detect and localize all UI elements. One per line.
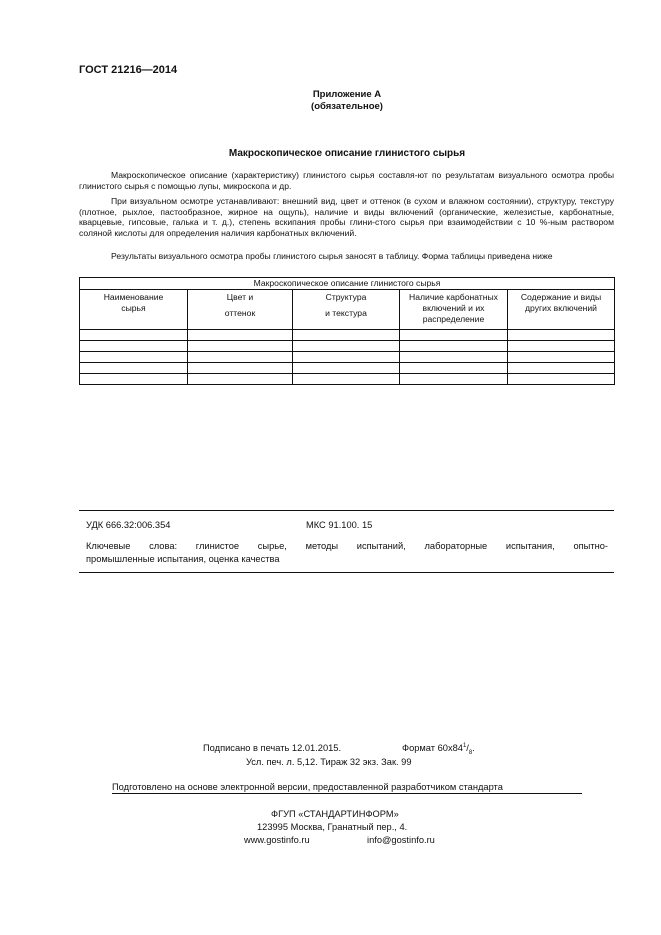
column-header-structure: Структура и текстура bbox=[293, 290, 400, 330]
table-caption: Макроскопическое описание глинистого сырья bbox=[80, 278, 615, 290]
table-cell bbox=[188, 341, 293, 352]
table-cell bbox=[188, 363, 293, 374]
table-row bbox=[80, 330, 615, 341]
table-cell bbox=[508, 374, 615, 385]
appendix-title: Приложение А bbox=[312, 89, 382, 100]
table-cell bbox=[400, 363, 508, 374]
signed-to-print: Подписано в печать 12.01.2015. bbox=[203, 743, 342, 753]
paragraph-3-text: Результаты визуального осмотра пробы глинистого сырья заносят в таблицу. Форма таблицы приведена ниже bbox=[111, 251, 553, 261]
table-cell bbox=[400, 374, 508, 385]
column-header-other-inclusions: Содержание и виды других включений bbox=[508, 290, 615, 330]
print-details: Усл. печ. л. 5,12. Тираж 32 экз. Зак. 99 bbox=[246, 757, 412, 767]
table-cell bbox=[80, 374, 188, 385]
appendix-heading bbox=[0, 89, 661, 113]
table-cell bbox=[293, 341, 400, 352]
prepared-note: Подготовлено на основе электронной версии, предоставленной разработчиком стандарта bbox=[112, 782, 503, 792]
table-cell bbox=[508, 363, 615, 374]
imprint-rule bbox=[112, 793, 582, 794]
column-header-carbonates: Наличие карбонатных включений и их распределение bbox=[400, 290, 508, 330]
classification-top-rule bbox=[79, 510, 614, 511]
udk-code: УДК 666.32:006.354 bbox=[86, 520, 171, 530]
section-title: Макроскопическое описание глинистого сырья bbox=[228, 148, 466, 159]
column-header-name: Наименование сырья bbox=[80, 290, 188, 330]
paragraph-2 bbox=[79, 196, 614, 238]
publisher-website[interactable]: www.gostinfo.ru bbox=[244, 835, 310, 845]
table-row bbox=[80, 352, 615, 363]
publisher-address: 123995 Москва, Гранатный пер., 4. bbox=[257, 822, 408, 832]
table-cell bbox=[80, 352, 188, 363]
table-cell bbox=[188, 352, 293, 363]
table-cell bbox=[400, 352, 508, 363]
table-body bbox=[80, 330, 615, 385]
classification-bottom-rule bbox=[79, 572, 614, 573]
table-cell bbox=[508, 352, 615, 363]
paragraph-1 bbox=[79, 170, 614, 191]
table-cell bbox=[400, 341, 508, 352]
table-cell bbox=[400, 330, 508, 341]
table-cell bbox=[293, 352, 400, 363]
appendix-status: (обязательное) bbox=[311, 101, 383, 112]
column-header-color: Цвет и оттенок bbox=[188, 290, 293, 330]
table-row bbox=[80, 374, 615, 385]
paragraph-3 bbox=[79, 251, 614, 262]
paragraph-2-text: При визуальном осмотре устанавливают: внешний вид, цвет и оттенок (в сухом и влажном состоянии), структуру, текстуру (плотное, рыхлое, пастообразное, жирное на ощупь), наличие и виды включений (органические, железистые, карбонатные, кварцевые, гипсовые, галька и т. д.), степень вскипания пробы глини-стого сырья при взаимодействии с 10 %-ным раствором соляной кислоты для определения наличия карбонатных включений. bbox=[79, 196, 614, 238]
keywords-line-1: Ключевые слова: глинистое сырье, методы испытаний, лабораторные испытания, опытно- bbox=[86, 541, 608, 551]
print-format: Формат $60х84^1/_8$. bbox=[402, 743, 475, 756]
macroscopic-description-table bbox=[79, 277, 615, 385]
table-row bbox=[80, 341, 615, 352]
table-cell bbox=[80, 363, 188, 374]
table-cell bbox=[188, 374, 293, 385]
table-cell bbox=[508, 330, 615, 341]
table-cell bbox=[508, 341, 615, 352]
keywords-line-2: промышленные испытания, оценка качества bbox=[86, 554, 280, 564]
table-cell bbox=[188, 330, 293, 341]
table-cell bbox=[293, 330, 400, 341]
publisher-email[interactable]: info@gostinfo.ru bbox=[367, 835, 435, 845]
table-cell bbox=[80, 341, 188, 352]
publisher-name: ФГУП «СТАНДАРТИНФОРМ» bbox=[271, 809, 399, 819]
table-cell bbox=[293, 363, 400, 374]
table-cell bbox=[293, 374, 400, 385]
table-row bbox=[80, 363, 615, 374]
table-cell bbox=[80, 330, 188, 341]
paragraph-1-text: Макроскопическое описание (характеристику) глинистого сырья составля-ют по результатам визуального осмотра пробы глинистого сырья с помощью лупы, микроскопа и др. bbox=[79, 170, 614, 191]
mks-code: МКС 91.100. 15 bbox=[306, 520, 373, 530]
document-code: ГОСТ 21216—2014 bbox=[79, 64, 178, 76]
